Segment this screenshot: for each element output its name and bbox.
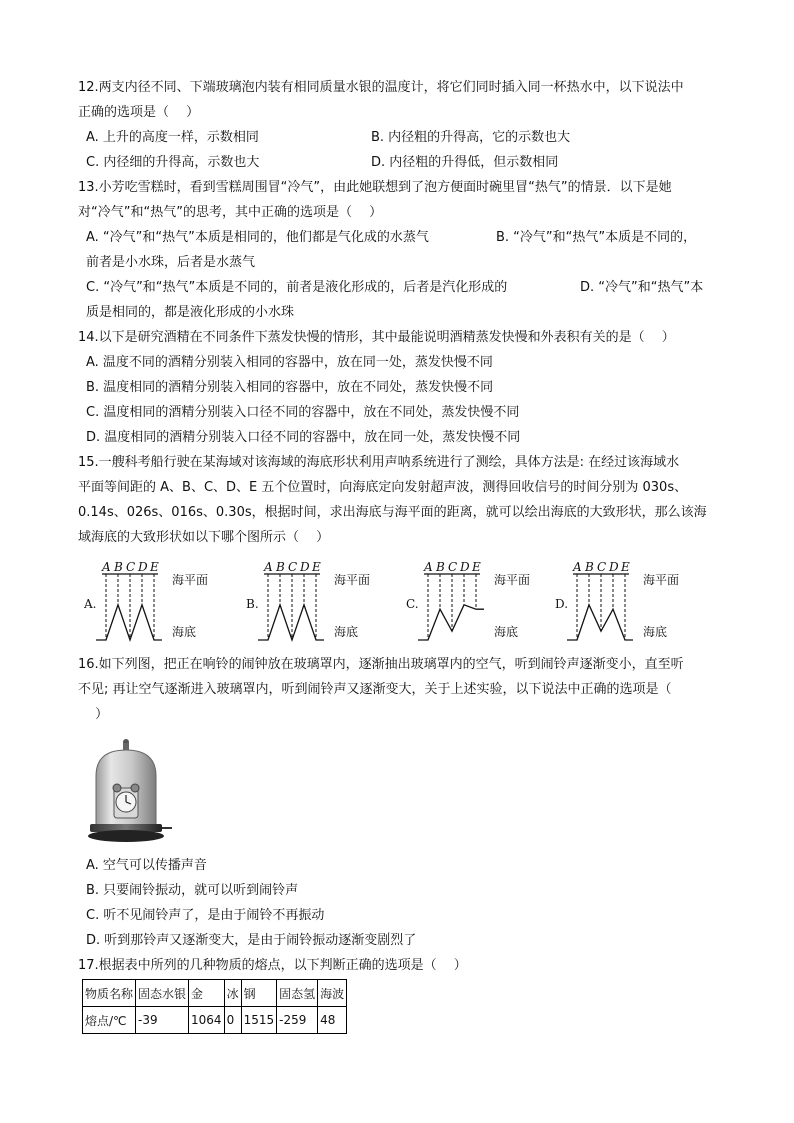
table-cell: 钢 <box>241 980 277 1007</box>
station-letter: E <box>472 560 481 574</box>
q13-option-b-line1: B. “冷气”和“热气”本质是不同的， <box>496 230 697 245</box>
q12-option-d: D. 内径粗的升得低，但示数相同 <box>371 155 559 170</box>
table-row <box>83 1007 347 1034</box>
melting-point-table <box>82 979 347 1034</box>
station-letter: A <box>573 560 582 574</box>
station-letter: E <box>621 560 630 574</box>
station-letter: D <box>609 560 619 574</box>
sea-floor-label: 海底 <box>172 625 197 639</box>
q15-figure-d <box>555 558 707 646</box>
sea-level-label: 海平面 <box>494 573 531 587</box>
sea-level-label: 海平面 <box>643 573 680 587</box>
figure-option-label: C. <box>406 597 419 611</box>
q17-stem: 17.根据表中所列的几种物质的熔点，以下判断正确的选项是（ ） <box>78 958 467 973</box>
q15-figure-a <box>84 558 236 646</box>
q13-stem-line1: 13.小芳吃雪糕时，看到雪糕周围冒“冷气”，由此她联想到了泡方便面时碗里冒“热气”的情景．以下是她 <box>78 180 672 195</box>
q16-option-c: C. 听不见闹铃声了，是由于闹铃不再振动 <box>86 908 325 923</box>
station-letter: D <box>460 560 470 574</box>
sea-floor-label: 海底 <box>334 625 359 639</box>
figure-option-label: A. <box>84 597 97 611</box>
q15-stem-line3: 0.14s、026s、016s、0.30s，根据时间，求出海底与海平面的距离，就可以绘出海底的大致形状，那么该海 <box>78 505 707 520</box>
station-letter: E <box>150 560 159 574</box>
q12-option-c: C. 内径细的升得高，示数也大 <box>86 155 260 170</box>
table-cell: 固态水银 <box>136 980 189 1007</box>
table-cell: 冰 <box>224 980 241 1007</box>
table-header-row <box>83 980 347 1007</box>
station-letter: C <box>126 560 136 574</box>
station-letter: C <box>597 560 607 574</box>
table-cell: 1515 <box>241 1007 277 1034</box>
figure-option-label: D. <box>555 597 569 611</box>
station-letter: B <box>276 560 285 574</box>
table-cell: 固态氢 <box>277 980 318 1007</box>
station-letter: D <box>300 560 310 574</box>
q15-stem-line2: 平面等间距的 A、B、C、D、E 五个位置时，向海底定向发射超声波，测得回收信号的时间分别为 030s、 <box>78 480 688 495</box>
q12-option-b: B. 内径粗的升得高，它的示数也大 <box>371 130 571 145</box>
station-letter: B <box>585 560 594 574</box>
q14-option-a: A. 温度不同的酒精分别装入相同的容器中，放在同一处，蒸发快慢不同 <box>86 355 493 370</box>
table-cell: 熔点/℃ <box>83 1007 136 1034</box>
bell-jar-alarm-clock-image <box>86 736 176 846</box>
sea-level-label: 海平面 <box>334 573 371 587</box>
station-letter: A <box>424 560 433 574</box>
station-letter: A <box>102 560 111 574</box>
table-cell: 0 <box>224 1007 241 1034</box>
station-letter: B <box>436 560 445 574</box>
table-cell: 48 <box>318 1007 347 1034</box>
table-cell: 金 <box>189 980 225 1007</box>
q15-stem-line1: 15.一艘科考船行驶在某海域对该海域的海底形状利用声呐系统进行了测绘，具体方法是: 在经过该海域水 <box>78 455 680 470</box>
q16-stem-line3: ） <box>78 707 109 722</box>
q15-figure-b <box>246 558 398 646</box>
station-letter: E <box>312 560 321 574</box>
station-letter: A <box>264 560 273 574</box>
q16-stem-line1: 16.如下列图，把正在响铃的闹钟放在玻璃罩内，逐渐抽出玻璃罩内的空气，听到闹铃声逐渐变小，直至听 <box>78 657 684 672</box>
figure-option-label: B. <box>246 597 259 611</box>
q12-option-a: A. 上升的高度一样，示数相同 <box>86 130 259 145</box>
q13-stem-line2: 对“冷气”和“热气”的思考，其中正确的选项是（ ） <box>78 205 383 220</box>
q16-option-d: D. 听到那铃声又逐渐变大，是由于闹铃振动逐渐变剧烈了 <box>86 933 417 948</box>
q13-option-c: C. “冷气”和“热气”本质是不同的，前者是液化形成的，后者是汽化形成的 <box>86 280 508 295</box>
table-cell: 1064 <box>189 1007 225 1034</box>
q12-stem-line1: 12.两支内径不同、下端玻璃泡内装有相同质量水银的温度计，将它们同时插入同一杯热水中，以下说法中 <box>78 80 684 95</box>
sea-floor-label: 海底 <box>494 625 519 639</box>
q13-option-d-line2: 质是相同的，都是液化形成的小水珠 <box>86 305 295 320</box>
station-letter: B <box>114 560 123 574</box>
q16-option-b: B. 只要闹铃振动，就可以听到闹铃声 <box>86 883 299 898</box>
table-cell: -259 <box>277 1007 318 1034</box>
q13-option-d-line1: D. “冷气”和“热气”本 <box>580 280 704 295</box>
station-letter: D <box>138 560 148 574</box>
q16-option-a: A. 空气可以传播声音 <box>86 858 207 873</box>
q16-stem-line2: 不见; 再让空气逐渐进入玻璃罩内，听到闹铃声又逐渐变大，关于上述实验，以下说法中正确的选项是（ <box>78 682 672 697</box>
q14-option-c: C. 温度相同的酒精分别装入口径不同的容器中，放在不同处，蒸发快慢不同 <box>86 405 520 420</box>
q13-option-b-line2: 前者是小水珠，后者是水蒸气 <box>86 255 256 270</box>
q15-stem-line4: 域海底的大致形状如以下哪个图所示（ ） <box>78 530 330 545</box>
q13-option-a: A. “冷气”和“热气”本质是相同的，他们都是气化成的水蒸气 <box>86 230 429 245</box>
q14-stem: 14.以下是研究酒精在不同条件下蒸发快慢的情形，其中最能说明酒精蒸发快慢和外表积有关的是（ ） <box>78 330 675 345</box>
table-cell: -39 <box>136 1007 189 1034</box>
q12-stem-line2: 正确的选项是（ ） <box>78 105 200 120</box>
q15-figure-c <box>406 558 558 646</box>
q14-option-b: B. 温度相同的酒精分别装入相同的容器中，放在不同处，蒸发快慢不同 <box>86 380 494 395</box>
table-cell: 物质名称 <box>83 980 136 1007</box>
station-letter: C <box>448 560 458 574</box>
station-letter: C <box>288 560 298 574</box>
q14-option-d: D. 温度相同的酒精分别装入口径不同的容器中，放在同一处，蒸发快慢不同 <box>86 430 521 445</box>
sea-level-label: 海平面 <box>172 573 209 587</box>
table-cell: 海波 <box>318 980 347 1007</box>
sea-floor-label: 海底 <box>643 625 668 639</box>
